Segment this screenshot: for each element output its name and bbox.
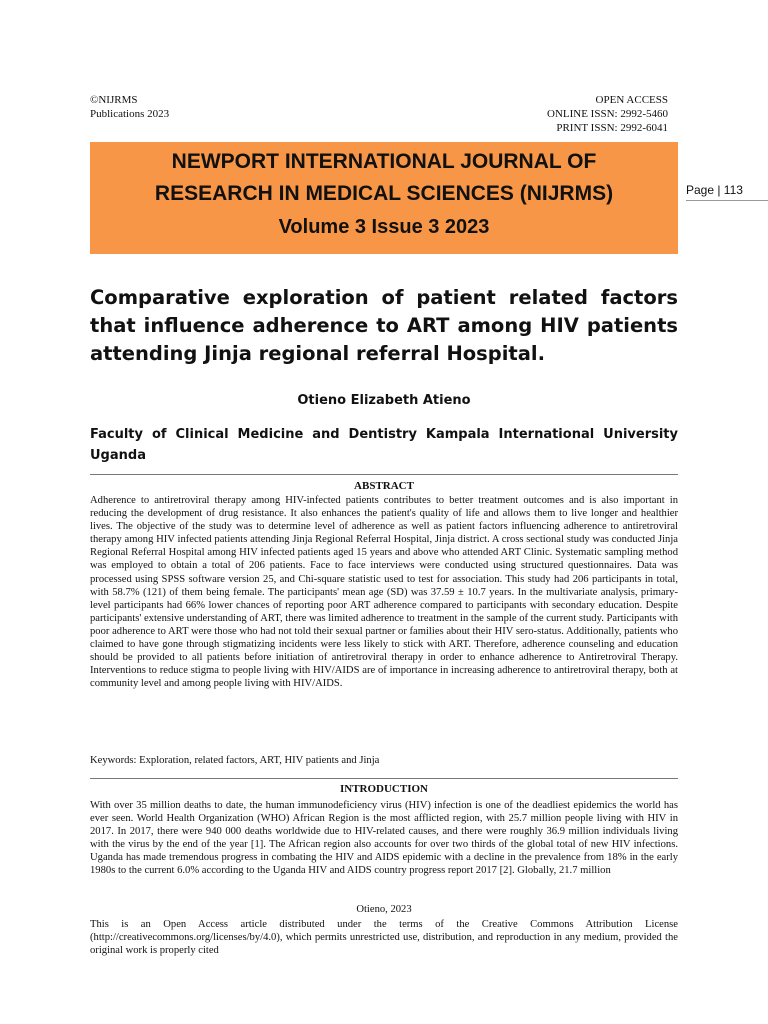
page-number-divider	[686, 200, 768, 201]
online-issn: ONLINE ISSN: 2992-5460	[547, 108, 668, 120]
footer-author-year: Otieno, 2023	[356, 904, 412, 915]
print-issn: PRINT ISSN: 2992-6041	[556, 122, 668, 134]
journal-banner	[90, 142, 678, 254]
paper-title: Comparative exploration of patient related factors that influence adherence to ART among HIV patients attending Jinja regional referral Hospital.	[90, 286, 678, 365]
abstract-top-rule	[90, 474, 678, 475]
publications-year: Publications 2023	[90, 108, 170, 120]
paper-author: Otieno Elizabeth Atieno	[297, 393, 471, 408]
header-left	[90, 93, 169, 121]
copyright-text: ©NIJRMS	[90, 94, 138, 106]
introduction-heading: INTRODUCTION	[339, 783, 428, 795]
author-affiliation: Faculty of Clinical Medicine and Dentistry Kampala International University Uganda	[90, 427, 678, 463]
keywords: Keywords: Exploration, related factors, ART, HIV patients and Jinja	[90, 755, 380, 766]
journal-title-line1: NEWPORT INTERNATIONAL JOURNAL OF	[171, 150, 597, 173]
introduction-text: With over 35 million deaths to date, the human immunodeficiency virus (HIV) infection is one of the deadliest epidemics the world has ever seen. World Health Organization (WHO) African Region is the most afflicted region, with 25.7 million people living with HIV in 2017. In 2017, there were 940 000 deaths worldwide due to HIV-related causes, and there were roughly 36.9 million individuals living with the virus by the end of the year [1]. The African region also accounts for over two thirds of the global total of new HIV infections. Uganda has made tremendous progress in combating the HIV and AIDS epidemic with a decline in the prevalence from 18% in the early 1980s to the current 6.0% according to the Uganda HIV and AIDS country progress report 2017 [2]. Globally, 21.7 million	[90, 800, 678, 877]
page-number: Page | 113	[686, 183, 743, 197]
volume-issue: Volume 3 Issue 3 2023	[278, 216, 490, 238]
journal-title-line2: RESEARCH IN MEDICAL SCIENCES (NIJRMS)	[154, 182, 614, 205]
open-access-label: OPEN ACCESS	[595, 94, 668, 106]
intro-top-rule	[90, 778, 678, 779]
abstract-text: Adherence to antiretroviral therapy among HIV-infected patients contributes to better treatment outcomes and is also important in reducing the development of drug resistance. It also enhances the patient's quality of life and allows them to live longer and healthier lives. The objective of the study was to determine level of adherence as well as patient factors influencing adherence to antiretroviral therapy among HIV infected patients attending Jinja Regional Referral Hospital, Jinja district. A cross sectional study was conducted Jinja Regional Referral Hospital among HIV infected patients aged 15 years and above who attended ART Clinic. Systematic sampling method was employed to obtain a total of 206 patients. Face to face interviews were conducted using structured questionnaires. Data was processed using SPSS software version 25, and Chi-square statistic used to test for association. This study had 206 participants in total, with 58.7% (121) of them being female. The participants' mean age (SD) was 37.59 ± 10.7 years. In the multivariate analysis, primary-level participants had 66% lower chances of reporting poor ART adherence compared to participants with secondary education. Despite participants' extensive understanding of ART, there was limited adherence to treatment in the sample of the current study. Participants with poor adherence to ART were those who had not told their sexual partner or families about their HIV sero-status. Additionally, patients who claimed to have gone through stigmatizing incidents were less likely to stick with ART. Therefore, adherence counseling and education should be provided to all patients before initiation of antiretroviral therapy in order to enhance adherence to Antiretroviral Therapy. Interventions to reduce stigma to people living with HIV/AIDS are of importance in increasing adherence to antiretroviral therapy, both at community level and among people living with HIV/AIDS.	[90, 495, 678, 690]
abstract-heading: ABSTRACT	[354, 480, 414, 492]
header-right	[547, 93, 668, 135]
license-text: This is an Open Access article distributed under the terms of the Creative Commons Attribution License (http://creativecommons.org/licenses/by/4.0), which permits unrestricted use, distribution, and reproduction in any medium, provided the original work is properly cited	[90, 919, 678, 957]
